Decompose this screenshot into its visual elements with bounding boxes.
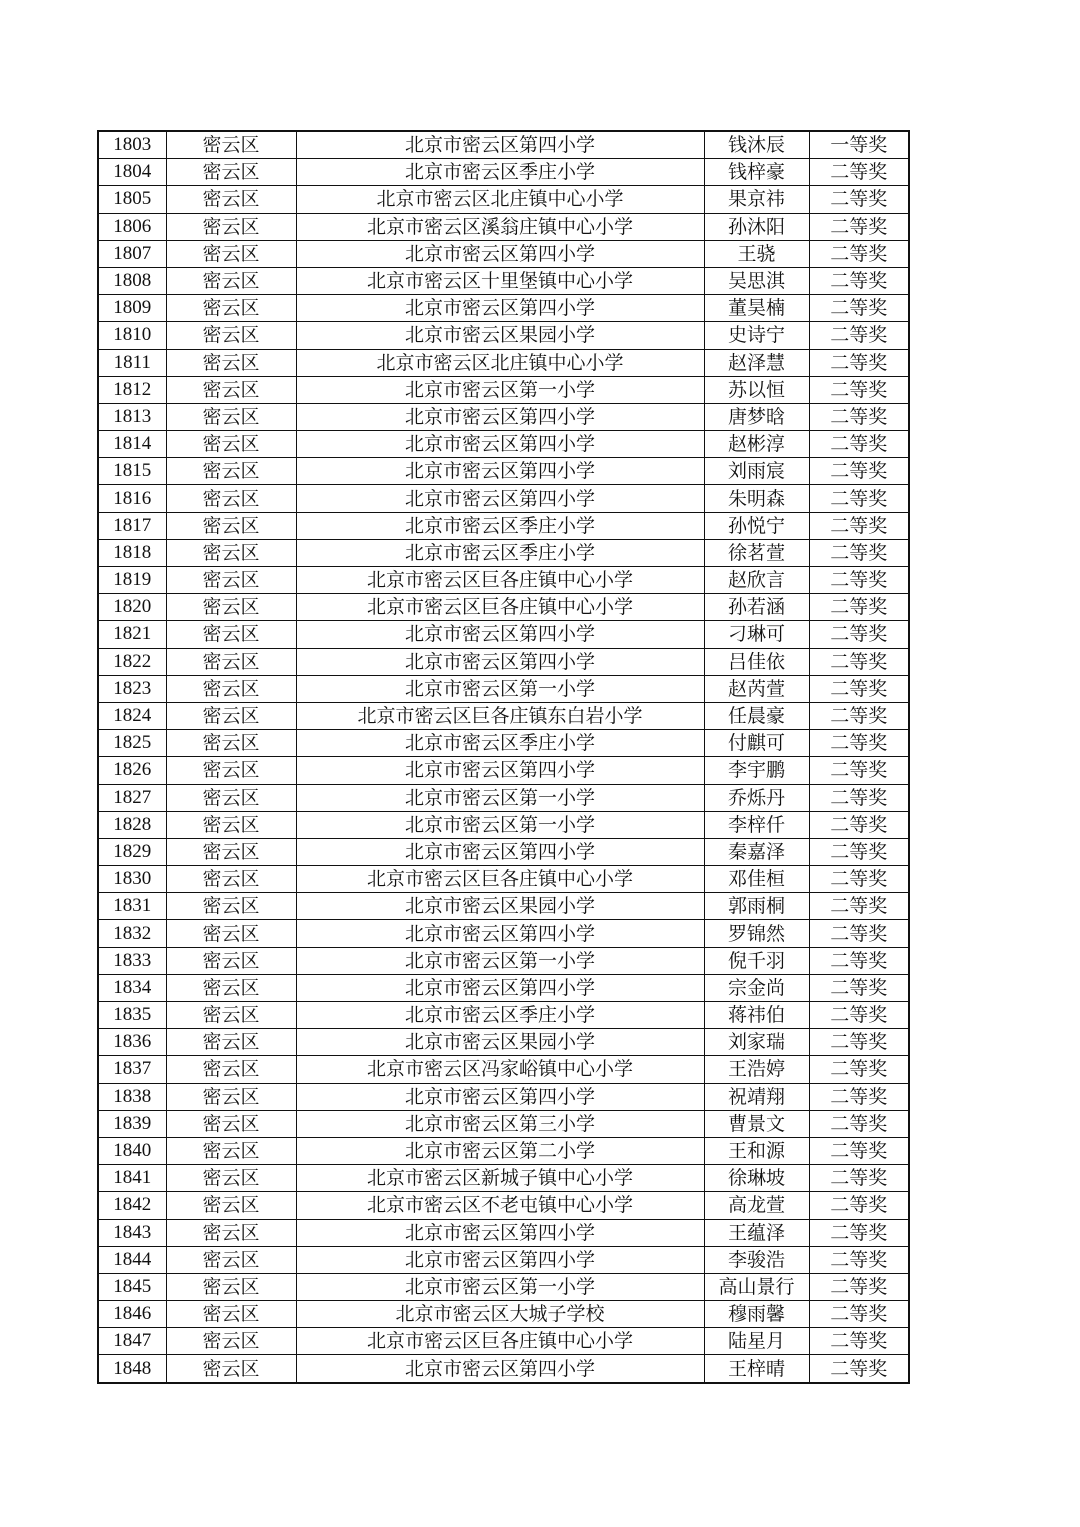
cell-district: 密云区 — [166, 1165, 296, 1192]
table-row — [98, 811, 909, 838]
cell-school: 北京市密云区溪翁庄镇中心小学 — [296, 213, 704, 240]
cell-district: 密云区 — [166, 1029, 296, 1056]
cell-award: 二等奖 — [809, 675, 909, 702]
cell-student-name: 刘雨宸 — [704, 458, 809, 485]
cell-award: 二等奖 — [809, 1192, 909, 1219]
cell-student-name: 徐琳坡 — [704, 1165, 809, 1192]
cell-award: 二等奖 — [809, 1355, 909, 1383]
cell-school: 北京市密云区第二小学 — [296, 1137, 704, 1164]
cell-student-name: 付麒可 — [704, 730, 809, 757]
table-row — [98, 349, 909, 376]
results-table-body — [98, 131, 909, 1383]
cell-award: 二等奖 — [809, 159, 909, 186]
cell-school: 北京市密云区第四小学 — [296, 648, 704, 675]
cell-number: 1805 — [98, 186, 166, 213]
cell-student-name: 高龙萱 — [704, 1192, 809, 1219]
cell-district: 密云区 — [166, 403, 296, 430]
table-row — [98, 1029, 909, 1056]
cell-award: 二等奖 — [809, 866, 909, 893]
cell-student-name: 苏以恒 — [704, 376, 809, 403]
cell-school: 北京市密云区果园小学 — [296, 322, 704, 349]
table-row — [98, 240, 909, 267]
cell-number: 1843 — [98, 1219, 166, 1246]
cell-award: 二等奖 — [809, 403, 909, 430]
cell-number: 1833 — [98, 947, 166, 974]
cell-student-name: 孙悦宁 — [704, 512, 809, 539]
cell-number: 1835 — [98, 1002, 166, 1029]
cell-award: 二等奖 — [809, 1002, 909, 1029]
cell-student-name: 孙沐阳 — [704, 213, 809, 240]
cell-district: 密云区 — [166, 784, 296, 811]
cell-district: 密云区 — [166, 730, 296, 757]
cell-district: 密云区 — [166, 1002, 296, 1029]
cell-school: 北京市密云区季庄小学 — [296, 1002, 704, 1029]
cell-district: 密云区 — [166, 866, 296, 893]
cell-school: 北京市密云区第四小学 — [296, 131, 704, 159]
cell-student-name: 吴思淇 — [704, 267, 809, 294]
cell-school: 北京市密云区第一小学 — [296, 1273, 704, 1300]
cell-award: 二等奖 — [809, 1246, 909, 1273]
cell-school: 北京市密云区季庄小学 — [296, 730, 704, 757]
table-row — [98, 757, 909, 784]
cell-award: 二等奖 — [809, 1056, 909, 1083]
cell-district: 密云区 — [166, 186, 296, 213]
cell-student-name: 高山景行 — [704, 1273, 809, 1300]
cell-school: 北京市密云区大城子学校 — [296, 1301, 704, 1328]
cell-number: 1846 — [98, 1301, 166, 1328]
cell-district: 密云区 — [166, 1328, 296, 1355]
cell-district: 密云区 — [166, 757, 296, 784]
cell-number: 1841 — [98, 1165, 166, 1192]
cell-number: 1814 — [98, 431, 166, 458]
table-row — [98, 213, 909, 240]
cell-number: 1831 — [98, 893, 166, 920]
cell-school: 北京市密云区第四小学 — [296, 458, 704, 485]
results-table — [97, 130, 910, 1384]
cell-student-name: 刘家瑞 — [704, 1029, 809, 1056]
cell-district: 密云区 — [166, 974, 296, 1001]
cell-school: 北京市密云区第一小学 — [296, 947, 704, 974]
cell-number: 1838 — [98, 1083, 166, 1110]
cell-school: 北京市密云区果园小学 — [296, 893, 704, 920]
table-row — [98, 186, 909, 213]
cell-district: 密云区 — [166, 485, 296, 512]
cell-school: 北京市密云区第四小学 — [296, 1246, 704, 1273]
cell-district: 密云区 — [166, 267, 296, 294]
cell-number: 1811 — [98, 349, 166, 376]
cell-student-name: 倪千羽 — [704, 947, 809, 974]
table-row — [98, 376, 909, 403]
table-row — [98, 458, 909, 485]
cell-number: 1836 — [98, 1029, 166, 1056]
cell-number: 1809 — [98, 295, 166, 322]
cell-award: 二等奖 — [809, 213, 909, 240]
cell-number: 1842 — [98, 1192, 166, 1219]
cell-district: 密云区 — [166, 621, 296, 648]
cell-student-name: 徐茗萱 — [704, 539, 809, 566]
cell-school: 北京市密云区第四小学 — [296, 1355, 704, 1383]
cell-district: 密云区 — [166, 539, 296, 566]
cell-district: 密云区 — [166, 322, 296, 349]
cell-student-name: 吕佳依 — [704, 648, 809, 675]
cell-number: 1824 — [98, 702, 166, 729]
table-row — [98, 485, 909, 512]
cell-award: 二等奖 — [809, 1110, 909, 1137]
table-row — [98, 403, 909, 430]
cell-school: 北京市密云区第四小学 — [296, 920, 704, 947]
cell-student-name: 孙若涵 — [704, 594, 809, 621]
table-row — [98, 131, 909, 159]
cell-student-name: 罗锦然 — [704, 920, 809, 947]
cell-award: 二等奖 — [809, 702, 909, 729]
table-row — [98, 159, 909, 186]
cell-school: 北京市密云区第四小学 — [296, 838, 704, 865]
cell-award: 二等奖 — [809, 1219, 909, 1246]
cell-student-name: 任晨豪 — [704, 702, 809, 729]
cell-award: 二等奖 — [809, 648, 909, 675]
cell-school: 北京市密云区第四小学 — [296, 485, 704, 512]
cell-district: 密云区 — [166, 240, 296, 267]
cell-number: 1825 — [98, 730, 166, 757]
cell-number: 1822 — [98, 648, 166, 675]
table-row — [98, 702, 909, 729]
cell-award: 二等奖 — [809, 512, 909, 539]
cell-district: 密云区 — [166, 1355, 296, 1383]
cell-district: 密云区 — [166, 458, 296, 485]
cell-award: 二等奖 — [809, 757, 909, 784]
cell-district: 密云区 — [166, 213, 296, 240]
cell-student-name: 赵芮萱 — [704, 675, 809, 702]
cell-number: 1819 — [98, 567, 166, 594]
table-row — [98, 866, 909, 893]
table-row — [98, 621, 909, 648]
cell-school: 北京市密云区季庄小学 — [296, 159, 704, 186]
table-row — [98, 512, 909, 539]
cell-district: 密云区 — [166, 1219, 296, 1246]
cell-school: 北京市密云区北庄镇中心小学 — [296, 186, 704, 213]
cell-school: 北京市密云区第四小学 — [296, 1083, 704, 1110]
cell-student-name: 史诗宁 — [704, 322, 809, 349]
cell-number: 1845 — [98, 1273, 166, 1300]
cell-school: 北京市密云区巨各庄镇中心小学 — [296, 1328, 704, 1355]
cell-district: 密云区 — [166, 594, 296, 621]
table-row — [98, 1002, 909, 1029]
table-row — [98, 1301, 909, 1328]
table-row — [98, 567, 909, 594]
cell-district: 密云区 — [166, 811, 296, 838]
table-row — [98, 1246, 909, 1273]
table-row — [98, 1273, 909, 1300]
cell-student-name: 王浩婷 — [704, 1056, 809, 1083]
cell-school: 北京市密云区第四小学 — [296, 240, 704, 267]
cell-number: 1820 — [98, 594, 166, 621]
cell-number: 1848 — [98, 1355, 166, 1383]
cell-award: 二等奖 — [809, 1273, 909, 1300]
cell-student-name: 邓佳桓 — [704, 866, 809, 893]
cell-district: 密云区 — [166, 131, 296, 159]
table-row — [98, 1192, 909, 1219]
cell-school: 北京市密云区第四小学 — [296, 621, 704, 648]
cell-award: 二等奖 — [809, 811, 909, 838]
table-row — [98, 322, 909, 349]
cell-school: 北京市密云区第四小学 — [296, 1219, 704, 1246]
cell-student-name: 赵彬淳 — [704, 431, 809, 458]
cell-number: 1823 — [98, 675, 166, 702]
cell-district: 密云区 — [166, 1137, 296, 1164]
cell-district: 密云区 — [166, 648, 296, 675]
cell-district: 密云区 — [166, 349, 296, 376]
cell-student-name: 钱沐辰 — [704, 131, 809, 159]
cell-number: 1837 — [98, 1056, 166, 1083]
table-row — [98, 539, 909, 566]
cell-student-name: 董昊楠 — [704, 295, 809, 322]
cell-award: 二等奖 — [809, 730, 909, 757]
cell-school: 北京市密云区北庄镇中心小学 — [296, 349, 704, 376]
cell-award: 二等奖 — [809, 458, 909, 485]
table-row — [98, 1165, 909, 1192]
cell-number: 1816 — [98, 485, 166, 512]
cell-student-name: 王蕴泽 — [704, 1219, 809, 1246]
table-row — [98, 648, 909, 675]
cell-district: 密云区 — [166, 567, 296, 594]
cell-district: 密云区 — [166, 1056, 296, 1083]
table-row — [98, 1083, 909, 1110]
cell-school: 北京市密云区第一小学 — [296, 376, 704, 403]
table-row — [98, 920, 909, 947]
cell-student-name: 钱梓豪 — [704, 159, 809, 186]
table-row — [98, 947, 909, 974]
cell-school: 北京市密云区巨各庄镇中心小学 — [296, 567, 704, 594]
cell-award: 二等奖 — [809, 186, 909, 213]
cell-student-name: 曹景文 — [704, 1110, 809, 1137]
cell-number: 1817 — [98, 512, 166, 539]
cell-district: 密云区 — [166, 947, 296, 974]
cell-number: 1812 — [98, 376, 166, 403]
cell-student-name: 李宇鹏 — [704, 757, 809, 784]
cell-award: 二等奖 — [809, 594, 909, 621]
cell-award: 二等奖 — [809, 322, 909, 349]
cell-district: 密云区 — [166, 1110, 296, 1137]
cell-award: 二等奖 — [809, 376, 909, 403]
cell-school: 北京市密云区巨各庄镇中心小学 — [296, 866, 704, 893]
cell-school: 北京市密云区第三小学 — [296, 1110, 704, 1137]
cell-school: 北京市密云区季庄小学 — [296, 512, 704, 539]
cell-school: 北京市密云区第四小学 — [296, 295, 704, 322]
cell-student-name: 郭雨桐 — [704, 893, 809, 920]
cell-district: 密云区 — [166, 512, 296, 539]
cell-award: 二等奖 — [809, 1029, 909, 1056]
cell-district: 密云区 — [166, 1083, 296, 1110]
table-row — [98, 1137, 909, 1164]
cell-district: 密云区 — [166, 159, 296, 186]
cell-school: 北京市密云区第四小学 — [296, 974, 704, 1001]
table-row — [98, 1219, 909, 1246]
cell-award: 二等奖 — [809, 567, 909, 594]
table-row — [98, 974, 909, 1001]
cell-district: 密云区 — [166, 1192, 296, 1219]
cell-student-name: 赵泽慧 — [704, 349, 809, 376]
cell-number: 1844 — [98, 1246, 166, 1273]
cell-number: 1813 — [98, 403, 166, 430]
cell-student-name: 穆雨馨 — [704, 1301, 809, 1328]
cell-student-name: 刁琳可 — [704, 621, 809, 648]
cell-number: 1808 — [98, 267, 166, 294]
cell-district: 密云区 — [166, 675, 296, 702]
cell-number: 1834 — [98, 974, 166, 1001]
cell-award: 二等奖 — [809, 539, 909, 566]
table-row — [98, 838, 909, 865]
cell-award: 二等奖 — [809, 1328, 909, 1355]
cell-school: 北京市密云区季庄小学 — [296, 539, 704, 566]
cell-district: 密云区 — [166, 1273, 296, 1300]
cell-award: 二等奖 — [809, 1137, 909, 1164]
cell-student-name: 李梓仟 — [704, 811, 809, 838]
cell-award: 二等奖 — [809, 240, 909, 267]
cell-number: 1827 — [98, 784, 166, 811]
table-row — [98, 295, 909, 322]
cell-student-name: 李骏浩 — [704, 1246, 809, 1273]
cell-number: 1815 — [98, 458, 166, 485]
cell-number: 1807 — [98, 240, 166, 267]
cell-number: 1830 — [98, 866, 166, 893]
table-row — [98, 594, 909, 621]
cell-number: 1832 — [98, 920, 166, 947]
cell-number: 1828 — [98, 811, 166, 838]
cell-award: 二等奖 — [809, 349, 909, 376]
cell-student-name: 王和源 — [704, 1137, 809, 1164]
cell-award: 二等奖 — [809, 485, 909, 512]
cell-school: 北京市密云区第一小学 — [296, 811, 704, 838]
cell-school: 北京市密云区第四小学 — [296, 403, 704, 430]
cell-student-name: 陆星月 — [704, 1328, 809, 1355]
cell-school: 北京市密云区第四小学 — [296, 757, 704, 784]
cell-number: 1839 — [98, 1110, 166, 1137]
cell-award: 二等奖 — [809, 838, 909, 865]
cell-school: 北京市密云区第四小学 — [296, 431, 704, 458]
cell-student-name: 宗金尚 — [704, 974, 809, 1001]
cell-student-name: 乔烁丹 — [704, 784, 809, 811]
cell-district: 密云区 — [166, 920, 296, 947]
cell-district: 密云区 — [166, 1246, 296, 1273]
table-row — [98, 730, 909, 757]
cell-award: 二等奖 — [809, 1083, 909, 1110]
cell-number: 1818 — [98, 539, 166, 566]
cell-district: 密云区 — [166, 1301, 296, 1328]
cell-district: 密云区 — [166, 295, 296, 322]
table-row — [98, 431, 909, 458]
table-row — [98, 1328, 909, 1355]
cell-award: 一等奖 — [809, 131, 909, 159]
cell-student-name: 祝靖翔 — [704, 1083, 809, 1110]
cell-student-name: 朱明森 — [704, 485, 809, 512]
cell-number: 1847 — [98, 1328, 166, 1355]
cell-award: 二等奖 — [809, 947, 909, 974]
cell-school: 北京市密云区巨各庄镇中心小学 — [296, 594, 704, 621]
cell-student-name: 王梓晴 — [704, 1355, 809, 1383]
cell-number: 1821 — [98, 621, 166, 648]
table-row — [98, 1355, 909, 1383]
cell-award: 二等奖 — [809, 893, 909, 920]
cell-district: 密云区 — [166, 431, 296, 458]
cell-school: 北京市密云区十里堡镇中心小学 — [296, 267, 704, 294]
cell-school: 北京市密云区不老屯镇中心小学 — [296, 1192, 704, 1219]
cell-student-name: 蒋祎伯 — [704, 1002, 809, 1029]
cell-number: 1803 — [98, 131, 166, 159]
cell-school: 北京市密云区果园小学 — [296, 1029, 704, 1056]
cell-school: 北京市密云区新城子镇中心小学 — [296, 1165, 704, 1192]
cell-student-name: 果京祎 — [704, 186, 809, 213]
cell-school: 北京市密云区巨各庄镇东白岩小学 — [296, 702, 704, 729]
cell-award: 二等奖 — [809, 295, 909, 322]
table-row — [98, 1110, 909, 1137]
cell-award: 二等奖 — [809, 784, 909, 811]
cell-award: 二等奖 — [809, 267, 909, 294]
cell-award: 二等奖 — [809, 1301, 909, 1328]
table-row — [98, 893, 909, 920]
cell-number: 1829 — [98, 838, 166, 865]
cell-award: 二等奖 — [809, 431, 909, 458]
cell-number: 1810 — [98, 322, 166, 349]
table-row — [98, 267, 909, 294]
cell-school: 北京市密云区冯家峪镇中心小学 — [296, 1056, 704, 1083]
cell-district: 密云区 — [166, 376, 296, 403]
cell-school: 北京市密云区第一小学 — [296, 675, 704, 702]
table-row — [98, 1056, 909, 1083]
cell-award: 二等奖 — [809, 920, 909, 947]
cell-number: 1806 — [98, 213, 166, 240]
cell-student-name: 王骁 — [704, 240, 809, 267]
cell-number: 1804 — [98, 159, 166, 186]
cell-district: 密云区 — [166, 838, 296, 865]
cell-district: 密云区 — [166, 702, 296, 729]
cell-student-name: 秦嘉泽 — [704, 838, 809, 865]
cell-award: 二等奖 — [809, 974, 909, 1001]
cell-award: 二等奖 — [809, 621, 909, 648]
table-row — [98, 784, 909, 811]
cell-district: 密云区 — [166, 893, 296, 920]
cell-award: 二等奖 — [809, 1165, 909, 1192]
cell-student-name: 赵欣言 — [704, 567, 809, 594]
table-row — [98, 675, 909, 702]
cell-number: 1826 — [98, 757, 166, 784]
cell-school: 北京市密云区第一小学 — [296, 784, 704, 811]
cell-student-name: 唐梦晗 — [704, 403, 809, 430]
cell-number: 1840 — [98, 1137, 166, 1164]
